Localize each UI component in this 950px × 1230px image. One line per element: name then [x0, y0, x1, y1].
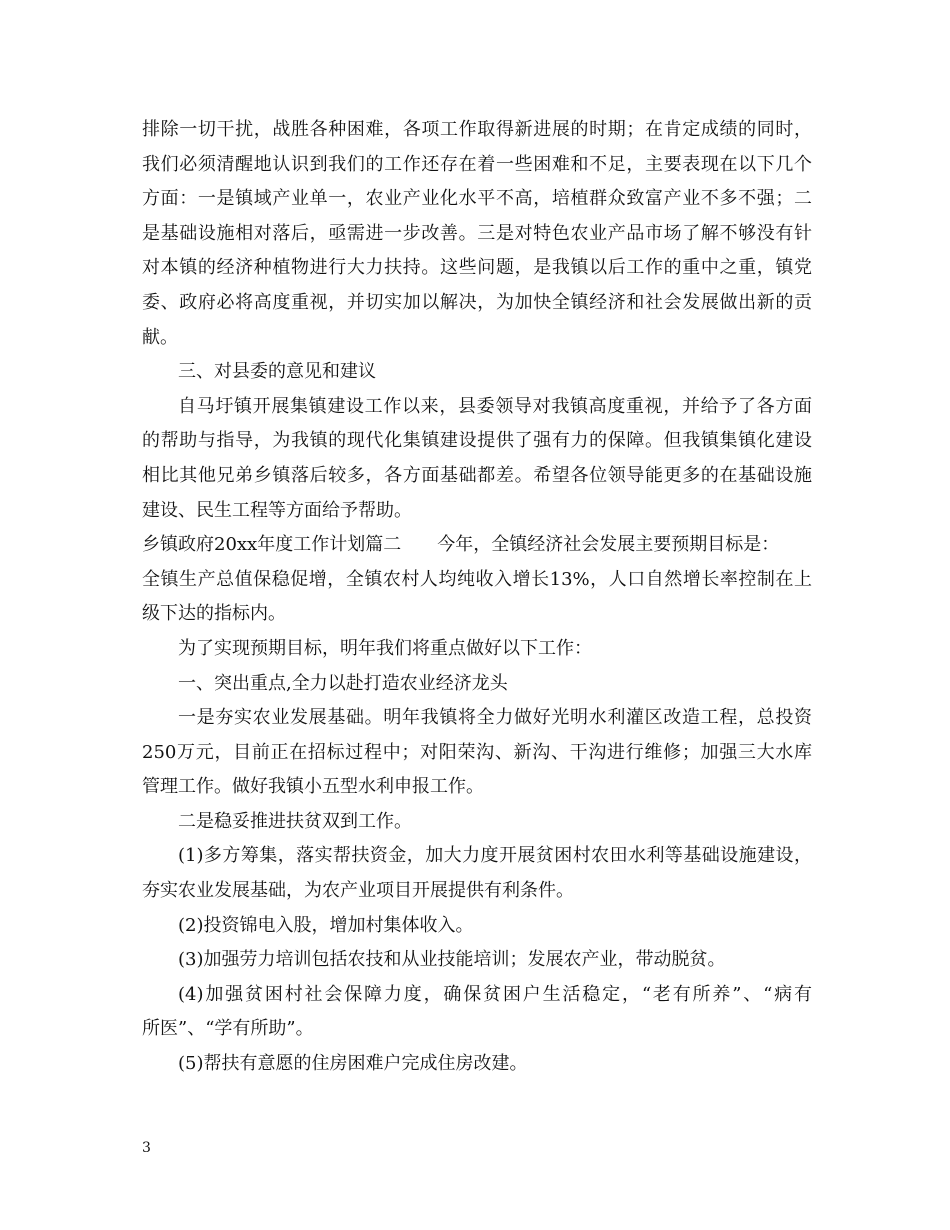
text-line: 夯实农业发展基础，为农产业项目开展提供有利条件。 — [142, 880, 574, 902]
text-line: 献。 — [142, 326, 178, 348]
text-line: 级下达的指标内。 — [142, 603, 286, 625]
text-line: 250万元，目前正在招标过程中；对阳荣沟、新沟、干沟进行维修；加强三大水库 — [142, 741, 812, 763]
text-line: 所医”、“学有所助”。 — [142, 1018, 314, 1040]
list-item: (1)多方筹集，落实帮扶资金，加大力度开展贫困村农田水利等基础设施建设， — [178, 845, 812, 867]
text-line: 全镇生产总值保稳促增，全镇农村人均纯收入增长13%，人口自然增长率控制在上 — [142, 568, 812, 590]
text-line: 建设、民生工程等方面给予帮助。 — [142, 499, 412, 521]
section-heading: 一、突出重点,全力以赴打造农业经济龙头 — [178, 672, 508, 694]
text-line: 为了实现预期目标，明年我们将重点做好以下工作： — [178, 637, 592, 659]
page-number: 3 — [142, 1140, 151, 1156]
text-line: 乡镇政府20xx年度工作计划篇二 今年，全镇经济社会发展主要预期目标是： — [142, 534, 780, 556]
text-line: 对本镇的经济种植物进行大力扶持。这些问题，是我镇以后工作的重中之重，镇党 — [142, 257, 812, 279]
list-item: (4)加强贫困村社会保障力度，确保贫困户生活稳定，“老有所养”、“病有 — [178, 983, 812, 1005]
list-item: (2)投资锦电入股，增加村集体收入。 — [178, 914, 474, 936]
text-line: 一是夯实农业发展基础。明年我镇将全力做好光明水利灌区改造工程，总投资 — [178, 707, 812, 729]
section-heading: 三、对县委的意见和建议 — [178, 361, 376, 383]
text-line: 自马圩镇开展集镇建设工作以来，县委领导对我镇高度重视，并给予了各方面 — [178, 395, 812, 417]
text-line: 管理工作。做好我镇小五型水利申报工作。 — [142, 776, 484, 798]
text-line: 是基础设施相对落后，亟需进一步改善。三是对特色农业产品市场了解不够没有针 — [142, 222, 812, 244]
text-line: 相比其他兄弟乡镇落后较多，各方面基础都差。希望各位领导能更多的在基础设施 — [142, 464, 812, 486]
text-line: 方面：一是镇域产业单一，农业产业化水平不高，培植群众致富产业不多不强；二 — [142, 188, 812, 210]
list-item: (3)加强劳力培训包括农技和从业技能培训；发展农产业，带动脱贫。 — [178, 949, 726, 971]
document-body — [142, 113, 812, 1082]
text-line: 委、政府必将高度重视，并切实加以解决，为加快全镇经济和社会发展做出新的贡 — [142, 291, 812, 313]
text-line: 我们必须清醒地认识到我们的工作还存在着一些困难和不足，主要表现在以下几个 — [142, 153, 812, 175]
list-item: (5)帮扶有意愿的住房困难户完成住房改建。 — [178, 1053, 528, 1075]
text-line: 排除一切干扰，战胜各种困难，各项工作取得新进展的时期；在肯定成绩的同时， — [142, 119, 812, 140]
text-line: 二是稳妥推进扶贫双到工作。 — [178, 810, 412, 832]
text-line: 的帮助与指导，为我镇的现代化集镇建设提供了强有力的保障。但我镇集镇化建设 — [142, 430, 812, 452]
